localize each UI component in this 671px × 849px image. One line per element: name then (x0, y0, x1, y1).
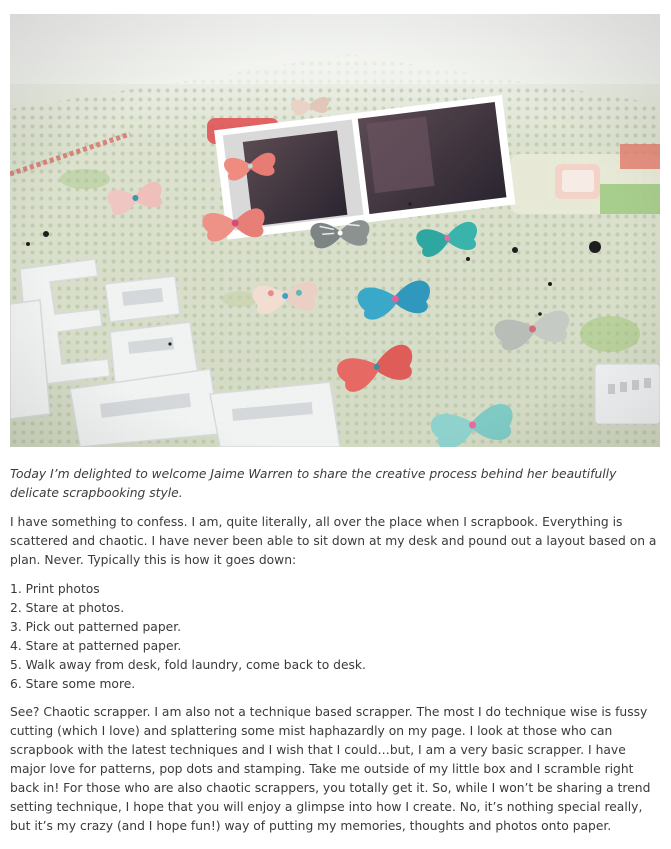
list-item: 5. Walk away from desk, fold laundry, come back to desk. (10, 658, 366, 672)
article-body (10, 465, 660, 846)
confession-paragraph: I have something to confess. I am, quite literally, all over the place when I scrapbook. Everything is scattered and chaotic. I have never been able to sit down at my desk and pound out a layout based on a plan. Never. Typically this is how it goes down: (10, 515, 657, 567)
list-item: 2. Stare at photos. (10, 601, 125, 615)
hero-photo (10, 14, 660, 447)
scrapbook-layout-photo (10, 14, 660, 447)
list-item: 1. Print photos (10, 582, 100, 596)
list-item: 6. Stare some more. (10, 677, 136, 691)
intro-paragraph: Today I’m delighted to welcome Jaime Warren to share the creative process behind her beautifully delicate scrapbooking style. (10, 467, 617, 500)
process-steps-list (10, 580, 660, 694)
closing-paragraph: See? Chaotic scrapper. I am also not a technique based scrapper. The most I do technique wise is fussy cutting (which I love) and splattering some mist haphazardly on my page. I look at those who can scrapbook with the latest techniques and I wish that I could…but, I am a very basic scrapper. I have major love for patterns, pop dots and stamping. Take me outside of my little box and I scramble right back in! For those who are also chaotic scrappers, you totally get it. So, while I won’t be sharing a trend setting technique, I hope that you will enjoy a glimpse into how I create. No, it’s nothing special really, but it’s my crazy (and I hope fun!) way of putting my memories, thoughts and photos onto paper. (10, 705, 651, 833)
list-item: 4. Stare at patterned paper. (10, 639, 182, 653)
list-item: 3. Pick out patterned paper. (10, 620, 182, 634)
